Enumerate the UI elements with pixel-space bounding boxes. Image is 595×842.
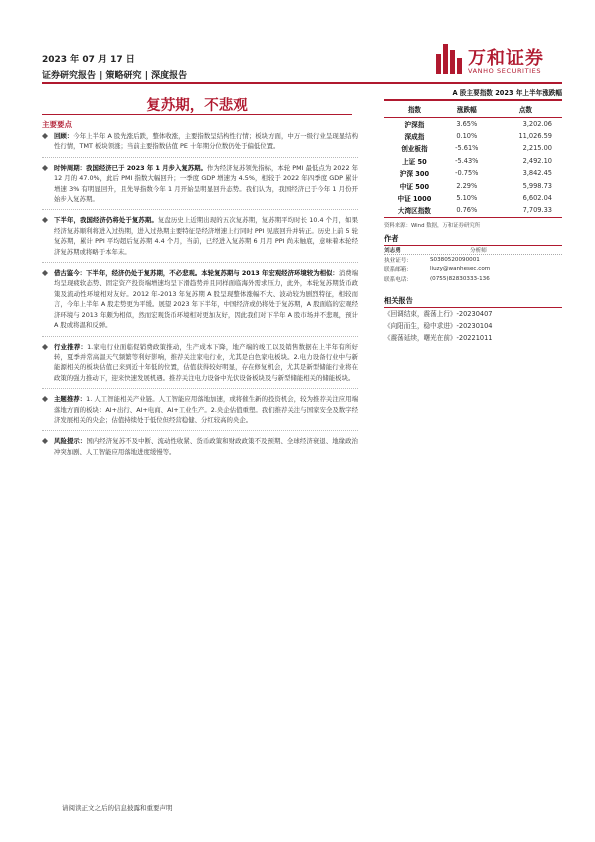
key-points	[42, 131, 358, 457]
author-contact-row	[384, 265, 562, 275]
points-cell: 3,202.06	[522, 119, 552, 128]
table-header-row	[384, 101, 562, 118]
diamond-bullet-icon	[42, 217, 48, 223]
points-cell: 2,492.10	[522, 156, 552, 165]
table-row	[384, 192, 562, 204]
index-name-cell: 深成指	[404, 133, 425, 142]
points-cell: 5,998.73	[522, 181, 552, 190]
points-cell: 2,215.00	[522, 144, 552, 153]
points-cell: 7,709.33	[522, 206, 552, 215]
change-cell: -5.43%	[455, 156, 479, 165]
point-separator	[42, 209, 358, 210]
diamond-bullet-icon	[42, 133, 48, 139]
points-cell: 6,602.04	[522, 193, 552, 202]
contact-label: 联系电话：	[384, 277, 412, 284]
point-separator	[42, 336, 358, 337]
index-name-cell: 中证 500	[399, 182, 430, 191]
author-name-row	[384, 246, 562, 256]
key-point	[42, 131, 358, 152]
index-name-cell: 沪深 300	[399, 170, 430, 179]
key-point-lead: 回顾：	[54, 132, 74, 140]
change-cell: 3.65%	[456, 119, 478, 128]
author-heading: 作者	[384, 234, 562, 246]
diamond-bullet-icon	[42, 438, 48, 444]
related-heading: 相关报告	[384, 296, 562, 308]
key-point-body: 复盘历史上近期出现的五次复苏期，复苏期平均时长 10.4 个月，如果经济复苏顺利将进入过热期，进入过热期主要特征是经济增速上行同时 PPI 见底回升并转正。历史上前 5 轮复苏期，累计 PPI 平均超后复苏期 4.4 个月，当前，已经进入复苏期 6 月月 PPI 尚未触底，意味着本轮经济复苏期或将略于本年末。	[54, 216, 358, 256]
key-point-lead: 风险提示：	[54, 437, 87, 446]
index-name-cell: 上证 50	[402, 157, 427, 166]
author-name: 刘志勇	[384, 247, 401, 254]
company-logo	[436, 44, 566, 80]
key-point-body: 1. 人工智能相关产业链。人工智能应用落地加速，或将催生新的投资机会，较为推荐关注应用端落地方面的板块：AI+出行、AI+电商、AI+工业生产。2.央企估值重塑。我们推荐关注与国家安全及数字经济发展相关的央企；估值持续处于低位但经营稳健、分红较高的央企。	[54, 395, 358, 424]
author-role: 分析师	[470, 247, 487, 254]
change-cell: -0.75%	[455, 169, 479, 178]
index-table	[384, 101, 562, 217]
key-point	[42, 342, 358, 384]
table-row	[384, 167, 562, 179]
page-title: 复苏期，不悲观	[146, 98, 248, 114]
change-cell: 0.10%	[456, 132, 478, 141]
key-point	[42, 394, 358, 425]
column-header: 涨跌幅	[445, 101, 489, 118]
point-separator	[42, 157, 358, 158]
change-cell: 5.10%	[456, 193, 478, 202]
change-cell: -5.61%	[455, 144, 479, 153]
key-point-body: 作为经济复苏领先指标，本轮 PMI 最低点为 2022 年 12 月的 47.0%，此后 PMI 指数大幅回升；一季度 GDP 增速为 4.5%，相较于 2022 年四季度 GDP 累计增速 3% 有明显回升，且先导指数今年 1 月开始呈明显回升态势。我们认为，我国经济已于今年 1 月份开始步入复苏期。	[54, 163, 358, 204]
key-point-body: 消费端均呈现疲软态势、固定资产投资端增速均呈下滑趋势并且同样面临海外需求压力，此外，本轮复苏期货币政策及流动性环境相对友好。2012 年-2013 年复苏期 A 股呈现整体涨幅不大、波动较为剧烈特征，相较而言，今年上半年 A 股走势更为平缓。展望 2023 年下半年，中国经济或仍将处于复苏期，A 股面临的宏观经济环境与 2013 年颇为相似，然而宏观货币环境相对更加友好，因此我们对下半年 A 股市场并不悲观，预计 A 股或将温和反弹。	[54, 269, 359, 330]
points-cell: 3,842.45	[522, 169, 552, 178]
change-cell: 0.76%	[456, 206, 478, 215]
author-contact-row	[384, 274, 562, 284]
points-cell: 11,026.59	[518, 132, 552, 141]
diamond-bullet-icon	[42, 270, 48, 276]
key-point-lead: 行业推荐：	[54, 342, 88, 351]
column-header: 指数	[384, 101, 445, 118]
index-table-title: A 股主要指数 2023 年上半年涨跌幅	[452, 89, 562, 97]
related-report-link[interactable]: 《回调结束，震荡上行》-20230407	[384, 309, 493, 318]
report-type: 证券研究报告 | 策略研究 | 深度报告	[42, 71, 188, 81]
key-point-lead: 时钟周期：我国经济已于 2023 年 1 月步入复苏期。	[54, 163, 207, 172]
index-name-cell: 中证 1000	[397, 194, 432, 203]
related-report-link[interactable]: 《震荡延续，曙光在前》-20221011	[384, 333, 493, 342]
related-report-link[interactable]: 《向阳而生，稳中求进》-20230104	[384, 321, 493, 330]
key-point-body: 1.家电行业面临促销费政策推动，生产成本下降，地产端的竣工以及销售数据在上半年有所好转，夏季并常高温天气频繁等利好影响，推荐关注家电行业，尤其是白色家电板块。2.电力设备行业中与新能源相关的板块估值已来到近十年低的位置，估值获得较好明显，存在修复机会，尤其是新型储能行业将在政策的强力推动下，迎来快速发展机遇。推荐关注电力设备中光伏设备板块及与新型储能相关的储能板块。	[54, 342, 358, 382]
contact-value[interactable]: liuzy@wanhesec.com	[430, 266, 491, 273]
table-row	[384, 155, 562, 167]
key-point-body: 国内经济复苏不及中断、流动性收紧、货币政策和财政政策不及预期、全球经济衰退、地缘政治冲突加剧、人工智能应用落地进度缓慢等。	[54, 437, 359, 456]
logo-subtitle: VANHO SECURITIES	[468, 67, 542, 75]
summary-label: 主要要点	[42, 120, 72, 129]
key-point-lead: 主题推荐：	[54, 395, 87, 404]
related-reports	[384, 308, 562, 344]
author-contact-row	[384, 255, 562, 265]
table-row	[384, 204, 562, 216]
diamond-bullet-icon	[42, 396, 48, 402]
header-rule	[42, 82, 562, 84]
key-point-lead: 下半年，我国经济仍将处于复苏期。	[54, 216, 158, 225]
contact-label: 执业证号：	[384, 257, 412, 264]
diamond-bullet-icon	[42, 165, 48, 171]
diamond-bullet-icon	[42, 344, 48, 350]
table-row	[384, 142, 562, 154]
change-cell: 2.29%	[456, 181, 478, 190]
key-point-body: 今年上半年 A 股先涨后跌，整体收涨，主要指数呈结构性行情；板块方面，中万一级行业呈现显结构性行情，TMT 板块领涨；当前主要指数估值 PE 十年期分位数仍处于偏低位置。	[54, 132, 359, 151]
contact-value: (0755)82830333-136	[430, 276, 490, 283]
sidebar	[384, 86, 562, 344]
table-row	[384, 117, 562, 130]
table-bottom-rule	[384, 217, 562, 218]
point-separator	[42, 388, 358, 389]
point-separator	[42, 430, 358, 431]
logo-name: 万和证券	[468, 48, 544, 69]
index-name-cell: 大湾区指数	[397, 207, 431, 216]
report-date: 2023 年 07 月 17 日	[42, 55, 135, 65]
title-rule	[42, 114, 352, 115]
column-header: 点数	[489, 101, 562, 118]
contact-value: S0380520090001	[430, 256, 480, 263]
key-point	[42, 215, 358, 257]
index-name-cell: 创业板指	[401, 145, 428, 154]
logo-mark-icon	[436, 44, 462, 74]
contact-label: 联系邮箱：	[384, 267, 412, 274]
footer-disclaimer: 请阅读正文之后的信息披露和重要声明	[62, 804, 173, 812]
table-row	[384, 130, 562, 142]
key-point	[42, 268, 358, 330]
key-point	[42, 163, 358, 205]
key-point	[42, 436, 358, 457]
index-name-cell: 沪深指	[404, 120, 425, 129]
key-point-lead: 借古鉴今：下半年，经济仍处于复苏期，不必悲观。本轮复苏期与 2013 年宏观经济环境较为相似：	[54, 269, 339, 278]
point-separator	[42, 262, 358, 263]
table-row	[384, 179, 562, 191]
table-source: 资料来源：Wind 数据，万和证券研究所	[384, 222, 481, 229]
